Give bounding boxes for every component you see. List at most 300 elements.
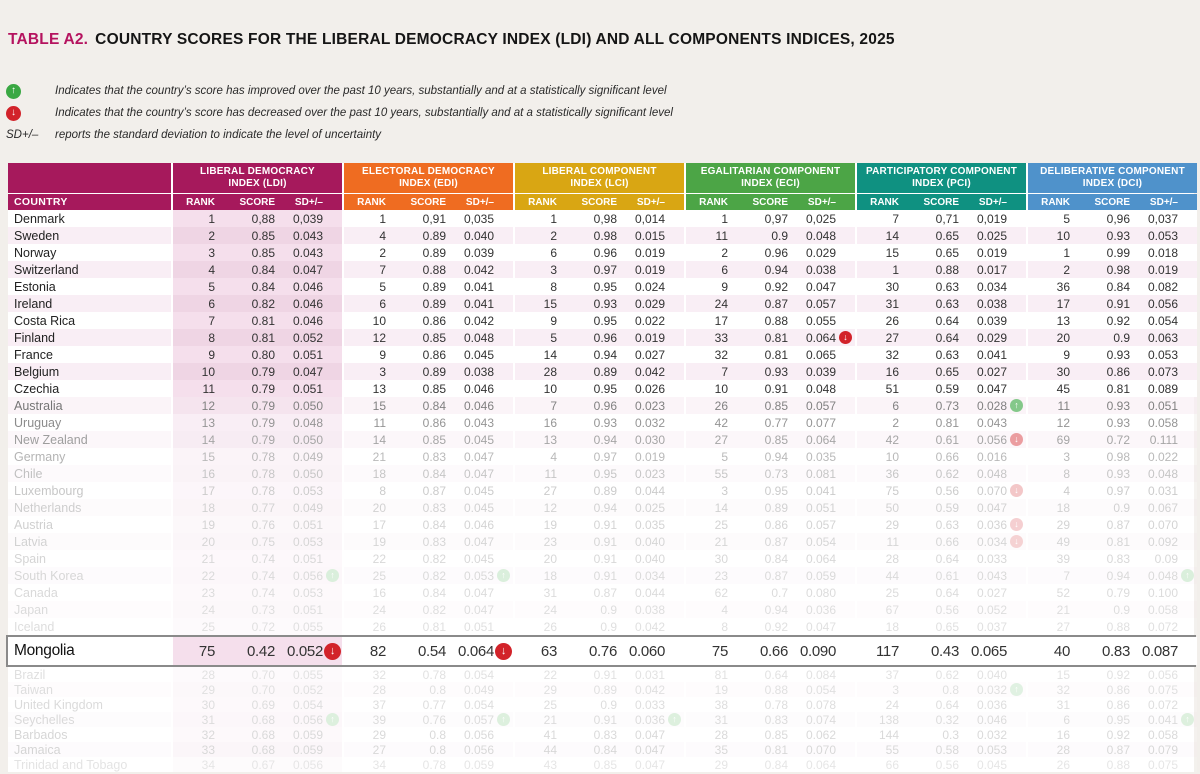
sd-value: 0.019 [634, 245, 665, 260]
score-value: 0.96 [593, 398, 617, 413]
sd-value: 0.019 [634, 262, 665, 277]
rank-value: 82 [369, 642, 386, 660]
sd-value: 0.045 [463, 551, 494, 566]
sd-value: 0.038 [463, 364, 494, 379]
sd-value: 0.046 [292, 279, 323, 294]
rank-value: 24 [714, 296, 728, 311]
sd-value: 0.053 [463, 568, 494, 583]
country-cell: Netherlands [8, 499, 171, 516]
sd-value: 0.044 [634, 483, 665, 498]
table-row [8, 414, 1194, 431]
score-value: 0.82 [422, 568, 446, 583]
rank-value: 26 [714, 398, 728, 413]
score-value: 0.89 [422, 364, 446, 379]
table-row [8, 482, 1194, 499]
score-value: 0.84 [422, 585, 446, 600]
country-cell: Canada [8, 584, 171, 601]
rank-value: 28 [714, 727, 728, 742]
sd-value: 0,039 [292, 211, 323, 226]
score-group-lci [513, 210, 684, 227]
sd-value: 0.064 [805, 330, 836, 345]
sd-value: 0.047 [463, 449, 494, 464]
rank-value: 17 [1056, 296, 1070, 311]
score-value: 0.86 [764, 517, 788, 532]
sd-value: 0.058 [1147, 727, 1178, 742]
score-value: 0,71 [935, 211, 959, 226]
rank-value: 26 [372, 619, 386, 634]
sd-value: 0.032 [976, 727, 1007, 742]
sd-value: 0.045 [463, 347, 494, 362]
score-group-pci [855, 667, 1026, 682]
table-row [8, 499, 1194, 516]
score-value: 0.9 [600, 697, 617, 712]
score-group-pci [855, 278, 1026, 295]
rank-value: 6 [1063, 712, 1070, 727]
sd-value: 0.036 [976, 517, 1007, 532]
rank-value: 75 [885, 483, 899, 498]
header-group-line: ELECTORAL DEMOCRACY [362, 165, 495, 177]
header-group-line: LIBERAL COMPONENT [542, 165, 657, 177]
arrow-slot [1007, 484, 1026, 497]
score-value: 0.78 [251, 466, 275, 481]
score-group-edi [342, 244, 513, 261]
subheader-lci [513, 194, 684, 210]
score-value: 0.43 [931, 642, 959, 660]
score-group-eci [684, 516, 855, 533]
sd-value: 0.056 [292, 757, 323, 772]
country-cell: Austria [8, 516, 171, 533]
rank-value: 10 [372, 313, 386, 328]
rank-value: 38 [714, 697, 728, 712]
sd-value: 0.046 [463, 398, 494, 413]
score-group-edi [342, 727, 513, 742]
score-group-dci [1026, 363, 1197, 380]
score-value: 0.94 [593, 347, 617, 362]
score-group-dci [1026, 516, 1197, 533]
score-group-ldi [171, 584, 342, 601]
score-value: 0.78 [251, 449, 275, 464]
table-row [8, 431, 1194, 448]
sd-value: 0.072 [1147, 619, 1178, 634]
score-group-ldi [171, 601, 342, 618]
score-group-eci [684, 414, 855, 431]
score-value: 0.87 [1106, 517, 1130, 532]
rank-value: 5 [208, 279, 215, 294]
sd-value: 0.078 [805, 697, 836, 712]
sd-value: 0.064 [805, 551, 836, 566]
score-value: 0.69 [251, 697, 275, 712]
legend-sd-text: reports the standard deviation to indicate the level of uncertainty [55, 129, 382, 141]
score-group-ldi [171, 244, 342, 261]
country-cell: Switzerland [8, 261, 171, 278]
score-value: 0.89 [593, 682, 617, 697]
score-value: 0.89 [422, 279, 446, 294]
country-cell: Jamaica [8, 742, 171, 757]
up-arrow-icon: ↑ [1010, 399, 1023, 412]
subheader-score-label: SCORE [239, 196, 275, 208]
score-value: 0.86 [1106, 697, 1130, 712]
arrow-slot [1007, 399, 1026, 412]
sd-value: 0.043 [292, 228, 323, 243]
score-value: 0.95 [1106, 712, 1130, 727]
score-value: 0.9 [600, 602, 617, 617]
rank-value: 42 [714, 415, 728, 430]
score-value: 0.70 [251, 682, 275, 697]
score-group-edi [342, 295, 513, 312]
sd-value: 0.048 [976, 466, 1007, 481]
score-value: 0.87 [593, 585, 617, 600]
rank-value: 9 [379, 347, 386, 362]
score-group-lci [513, 584, 684, 601]
rank-value: 16 [372, 585, 386, 600]
rank-value: 1 [721, 211, 728, 226]
sd-value: 0.047 [292, 262, 323, 277]
rank-value: 18 [543, 568, 557, 583]
score-group-dci [1026, 295, 1197, 312]
sd-value: 0.054 [292, 697, 323, 712]
sd-value: 0.042 [634, 364, 665, 379]
sd-value: 0.053 [292, 585, 323, 600]
sd-value: 0.035 [634, 517, 665, 532]
score-group-eci [684, 618, 855, 635]
sd-value: 0.047 [463, 602, 494, 617]
rank-value: 19 [543, 517, 557, 532]
sd-value: 0.047 [805, 619, 836, 634]
sd-value: 0.030 [634, 432, 665, 447]
sd-value: 0.047 [805, 279, 836, 294]
score-group-eci [684, 499, 855, 516]
score-value: 0.98 [1106, 262, 1130, 277]
sd-value: 0,019 [976, 211, 1007, 226]
score-value: 0.94 [1106, 568, 1130, 583]
legend-decreased [6, 102, 673, 124]
table-body [8, 210, 1194, 772]
score-group-edi [342, 499, 513, 516]
score-value: 0.89 [422, 228, 446, 243]
score-value: 0.73 [251, 602, 275, 617]
rank-value: 8 [379, 483, 386, 498]
score-value: 0.64 [935, 585, 959, 600]
rank-value: 13 [1056, 313, 1070, 328]
sd-value: 0.019 [634, 449, 665, 464]
header-group-line: PARTICIPATORY COMPONENT [865, 165, 1018, 177]
score-value: 0.87 [422, 483, 446, 498]
score-group-pci [855, 448, 1026, 465]
sd-value: 0.046 [463, 381, 494, 396]
score-group-eci [684, 482, 855, 499]
score-value: 0.86 [422, 347, 446, 362]
arrow-slot [1007, 535, 1026, 548]
sd-value: 0.070 [976, 483, 1007, 498]
score-value: 0.65 [935, 245, 959, 260]
country-cell: New Zealand [8, 431, 171, 448]
rank-value: 39 [372, 712, 386, 727]
score-value: 0.67 [251, 757, 275, 772]
rank-value: 10 [1056, 228, 1070, 243]
sd-value: 0.040 [634, 534, 665, 549]
score-value: 0.96 [593, 330, 617, 345]
score-value: 0.84 [422, 466, 446, 481]
score-group-dci [1026, 667, 1197, 682]
score-group-ldi [171, 346, 342, 363]
header-group-lci [513, 163, 684, 193]
rank-value: 19 [714, 682, 728, 697]
score-group-eci [684, 682, 855, 697]
rank-value: 26 [543, 619, 557, 634]
rank-value: 138 [878, 712, 899, 727]
score-value: 0.77 [251, 500, 275, 515]
sd-value: 0.045 [463, 500, 494, 515]
subheader-score-label: SCORE [581, 196, 617, 208]
rank-value: 25 [543, 697, 557, 712]
subheader-ldi [171, 194, 342, 210]
arrow-slot [1178, 713, 1197, 726]
score-value: 0.96 [764, 245, 788, 260]
score-value: 0.76 [589, 642, 617, 660]
sd-value: 0.039 [805, 364, 836, 379]
sd-value: 0.059 [292, 742, 323, 757]
score-group-pci [855, 697, 1026, 712]
sd-value: 0.016 [976, 449, 1007, 464]
sd-value: 0.072 [1147, 697, 1178, 712]
score-group-eci [684, 567, 855, 584]
score-value: 0.94 [764, 262, 788, 277]
score-group-dci [1026, 499, 1197, 516]
score-value: 0.93 [1106, 415, 1130, 430]
score-value: 0.94 [764, 602, 788, 617]
score-value: 0.68 [251, 712, 275, 727]
score-group-ldi [171, 363, 342, 380]
down-arrow-icon: ↓ [6, 106, 21, 121]
score-group-lci [513, 550, 684, 567]
score-group-pci [855, 637, 1026, 665]
rank-value: 117 [875, 642, 899, 660]
score-group-dci [1026, 346, 1197, 363]
score-group-lci [513, 682, 684, 697]
rank-value: 1 [208, 211, 215, 226]
sd-value: 0.051 [463, 619, 494, 634]
score-group-eci [684, 363, 855, 380]
rank-value: 6 [892, 398, 899, 413]
score-value: 0.65 [935, 228, 959, 243]
score-group-lci [513, 712, 684, 727]
sd-value: 0.081 [805, 466, 836, 481]
sd-value: 0.038 [805, 262, 836, 277]
score-group-lci [513, 329, 684, 346]
sd-value: 0.052 [976, 602, 1007, 617]
legend-decreased-text: Indicates that the country’s score has decreased over the past 10 years, substantially and at a statistically significant level [55, 107, 673, 119]
rank-value: 21 [201, 551, 215, 566]
subheader-score-label: SCORE [410, 196, 446, 208]
rank-value: 3 [550, 262, 557, 277]
sd-value: 0.047 [976, 381, 1007, 396]
score-value: 0.81 [935, 415, 959, 430]
score-group-edi [342, 227, 513, 244]
down-arrow-icon: ↓ [1010, 518, 1023, 531]
score-value: 0,88 [251, 211, 275, 226]
rank-value: 32 [714, 347, 728, 362]
score-group-lci [513, 618, 684, 635]
score-value: 0.81 [1106, 381, 1130, 396]
rank-value: 75 [711, 642, 728, 660]
score-value: 0.84 [1106, 279, 1130, 294]
score-group-lci [513, 727, 684, 742]
subheader-sd-label: SD+/– [294, 196, 323, 208]
score-group-dci [1026, 210, 1197, 227]
score-value: 0.91 [1106, 296, 1130, 311]
score-group-ldi [171, 567, 342, 584]
rank-value: 32 [201, 727, 215, 742]
sd-value: 0.022 [1147, 449, 1178, 464]
sd-value: 0.049 [292, 500, 323, 515]
score-value: 0.68 [251, 727, 275, 742]
score-value: 0.65 [935, 619, 959, 634]
rank-value: 3 [1063, 449, 1070, 464]
rank-value: 12 [201, 398, 215, 413]
score-group-edi [342, 742, 513, 757]
rank-value: 43 [543, 757, 557, 772]
score-group-edi [342, 533, 513, 550]
sd-value: 0.077 [805, 415, 836, 430]
sd-value: 0.056 [292, 712, 323, 727]
rank-value: 25 [714, 517, 728, 532]
score-group-eci [684, 312, 855, 329]
sd-value: 0.029 [634, 296, 665, 311]
score-value: 0.89 [593, 483, 617, 498]
subheader-sd-label: SD+/– [978, 196, 1007, 208]
score-value: 0.8 [429, 742, 446, 757]
score-value: 0.87 [764, 568, 788, 583]
rank-value: 27 [1056, 619, 1070, 634]
sd-value: 0.036 [634, 712, 665, 727]
score-group-ldi [171, 697, 342, 712]
sd-value: 0.024 [634, 279, 665, 294]
score-value: 0.54 [418, 642, 446, 660]
score-group-pci [855, 465, 1026, 482]
score-group-edi [342, 584, 513, 601]
rank-value: 15 [372, 398, 386, 413]
score-group-eci [684, 295, 855, 312]
table-row [8, 448, 1194, 465]
rank-value: 31 [885, 296, 899, 311]
header-group-line: EGALITARIAN COMPONENT [700, 165, 841, 177]
table-row [8, 712, 1194, 727]
rank-value: 18 [372, 466, 386, 481]
sd-value: 0.046 [292, 296, 323, 311]
score-value: 0.81 [422, 619, 446, 634]
score-value: 0.77 [764, 415, 788, 430]
arrow-slot [665, 713, 684, 726]
score-value: 0.81 [764, 330, 788, 345]
score-value: 0.64 [764, 667, 788, 682]
sd-value: 0.052 [292, 682, 323, 697]
rank-value: 11 [202, 381, 215, 396]
score-group-eci [684, 380, 855, 397]
rank-value: 15 [543, 296, 557, 311]
rank-value: 4 [550, 449, 557, 464]
rank-value: 16 [885, 364, 899, 379]
score-group-eci [684, 227, 855, 244]
score-group-lci [513, 637, 684, 665]
arrow-slot [323, 569, 342, 582]
rank-value: 20 [372, 500, 386, 515]
sd-value: 0.033 [634, 697, 665, 712]
sd-value: 0.084 [805, 667, 836, 682]
score-value: 0.95 [593, 381, 617, 396]
score-group-lci [513, 667, 684, 682]
sd-value: 0.048 [805, 228, 836, 243]
score-group-edi [342, 346, 513, 363]
score-value: 0.93 [764, 364, 788, 379]
score-value: 0.64 [935, 697, 959, 712]
score-group-pci [855, 414, 1026, 431]
rank-value: 67 [885, 602, 899, 617]
score-group-edi [342, 380, 513, 397]
rank-value: 6 [208, 296, 215, 311]
rank-value: 19 [372, 534, 386, 549]
score-value: 0.9 [1113, 500, 1130, 515]
country-cell: Sweden [8, 227, 171, 244]
score-value: 0.85 [251, 228, 275, 243]
country-cell: Iceland [8, 618, 171, 635]
rank-value: 29 [201, 682, 215, 697]
sd-value: 0.058 [1147, 415, 1178, 430]
header-group-line: INDEX (ECI) [741, 178, 800, 189]
score-group-lci [513, 414, 684, 431]
sd-value: 0.019 [976, 245, 1007, 260]
sd-value: 0.056 [1147, 296, 1178, 311]
header-group-line: INDEX (DCI) [1082, 178, 1143, 189]
score-group-ldi [171, 618, 342, 635]
score-group-lci [513, 244, 684, 261]
rank-value: 3 [892, 682, 899, 697]
score-group-pci [855, 431, 1026, 448]
table-row [8, 742, 1194, 757]
score-group-dci [1026, 712, 1197, 727]
sd-value: 0.031 [1147, 483, 1178, 498]
sd-value: 0.040 [463, 228, 494, 243]
up-arrow-icon: ↑ [6, 84, 21, 99]
rank-value: 28 [885, 551, 899, 566]
score-value: 0.87 [764, 534, 788, 549]
score-group-edi [342, 757, 513, 772]
score-group-lci [513, 363, 684, 380]
sd-value: 0.049 [463, 682, 494, 697]
sd-value: 0.038 [634, 602, 665, 617]
score-group-pci [855, 682, 1026, 697]
sd-value: 0.047 [634, 757, 665, 772]
score-value: 0.88 [764, 682, 788, 697]
rank-value: 10 [714, 381, 728, 396]
score-group-lci [513, 397, 684, 414]
score-group-ldi [171, 682, 342, 697]
score-value: 0.86 [1106, 682, 1130, 697]
sd-value: 0.034 [976, 279, 1007, 294]
rank-value: 20 [543, 551, 557, 566]
sd-value: 0.050 [292, 466, 323, 481]
score-value: 0.96 [593, 245, 617, 260]
subheader-rank-label: RANK [186, 196, 215, 208]
score-group-dci [1026, 482, 1197, 499]
rank-value: 20 [201, 534, 215, 549]
sd-value: 0.054 [1147, 313, 1178, 328]
score-group-dci [1026, 682, 1197, 697]
rank-value: 4 [1063, 483, 1070, 498]
country-cell: South Korea [8, 567, 171, 584]
rank-value: 16 [543, 415, 557, 430]
sd-value: 0.027 [976, 364, 1007, 379]
score-value: 0.9 [771, 228, 788, 243]
